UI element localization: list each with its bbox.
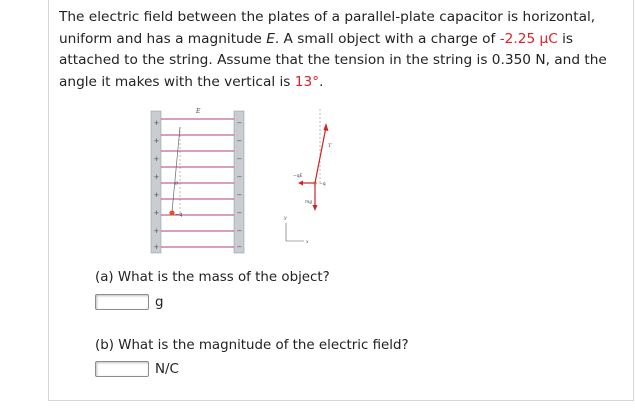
tension-label: T (328, 143, 332, 149)
y-axis-label: y (284, 216, 287, 221)
mass-input[interactable] (95, 294, 149, 310)
svg-text:−: − (236, 137, 243, 145)
svg-text:+: + (153, 227, 160, 235)
svg-text:−: − (236, 155, 243, 163)
problem-text-4: . (319, 73, 324, 90)
field-symbol: E (266, 30, 275, 47)
weight-arrowhead (313, 205, 318, 211)
svg-text:−: − (236, 243, 243, 251)
svg-text:−: − (236, 173, 243, 181)
fbd-charge-label: −q (319, 182, 326, 187)
charged-object (169, 210, 174, 215)
problem-text-1: The electric field between the plates of a parallel-plate capacitor is horizontal, uniform and has a magnitude (59, 9, 596, 47)
part-a-question: (a) What is the mass of the object? (95, 270, 330, 285)
problem-text-2: . A small object with a charge of (274, 30, 500, 47)
electric-field-input[interactable] (95, 361, 149, 377)
capacitor-figure (145, 105, 345, 265)
tension-arrowhead (324, 123, 329, 131)
svg-text:−: − (236, 227, 243, 235)
part-b-answer-row (95, 361, 179, 377)
mass-unit: g (155, 294, 164, 310)
charge-value: -2.25 μC (499, 30, 558, 47)
weight-label: mg (305, 200, 313, 205)
svg-text:+: + (153, 119, 160, 127)
object-charge-label: −q (175, 212, 183, 218)
electric-force-label: −qE (293, 174, 303, 179)
electric-field-unit: N/C (155, 361, 179, 377)
svg-text:−: − (236, 209, 243, 217)
fbd-object (313, 181, 316, 184)
electric-force-arrowhead (298, 181, 303, 186)
problem-statement (59, 7, 619, 93)
angle-value: 13° (294, 73, 320, 90)
svg-text:−: − (236, 191, 243, 199)
problem-text-3: is attached to the string. Assume that the tension in the string is 0.350 N, and the angle it makes with the vertical is (59, 30, 607, 90)
x-axis-label: x (306, 240, 309, 245)
svg-text:−: − (236, 119, 243, 127)
field-label: E (196, 108, 201, 115)
theta-label: θ (175, 181, 179, 187)
svg-text:+: + (153, 191, 160, 199)
tension-arrow (315, 127, 326, 183)
field-lines (161, 119, 234, 247)
svg-text:+: + (153, 155, 160, 163)
part-b-question: (b) What is the magnitude of the electric field? (95, 338, 409, 353)
svg-text:+: + (153, 243, 160, 251)
svg-text:+: + (153, 209, 160, 217)
svg-text:+: + (153, 137, 160, 145)
part-a-answer-row (95, 294, 164, 310)
svg-text:+: + (153, 173, 160, 181)
